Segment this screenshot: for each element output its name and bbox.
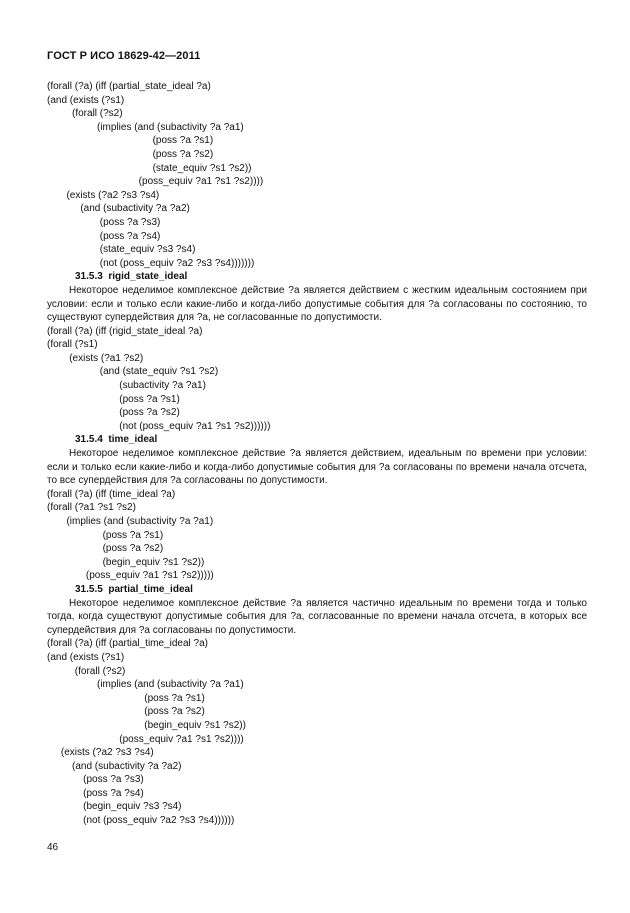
code-line: (implies (and (subactivity ?a ?a1): [47, 121, 244, 133]
code-line: (poss ?a ?s1): [47, 529, 164, 541]
section-paragraph: Некоторое неделимое комплексное действие ?a является действием с жестким идеальным состоянием при условии: если и только если какие-либо и когда-либо допустимые события для ?a согласованы по состоянию, то существуют супердействия для ?a, не согласованные по допустимости.: [47, 284, 587, 324]
code-line: (begin_equiv ?s3 ?s4): [47, 801, 182, 813]
code-line: (and (exists (?s1): [47, 651, 125, 663]
section-heading: 31.5.5 partial_time_ideal: [75, 583, 193, 595]
code-line: (exists (?a2 ?s3 ?s4): [47, 747, 154, 759]
code-line: (begin_equiv ?s1 ?s2)): [47, 719, 246, 731]
code-line: (forall (?a) (iff (partial_state_ideal ?a): [47, 81, 211, 92]
code-line: (and (state_equiv ?s1 ?s2): [47, 366, 219, 378]
code-line: (forall (?a1 ?s1 ?s2): [47, 502, 136, 514]
code-line: (exists (?a1 ?s2): [47, 352, 144, 364]
code-line: (forall (?s2): [47, 665, 126, 677]
formula-time-ideal: [47, 488, 587, 583]
code-line: (poss ?a ?s3): [47, 216, 161, 228]
page-content: [47, 80, 587, 828]
code-line: (forall (?a) (iff (rigid_state_ideal ?a): [47, 325, 203, 337]
section-paragraph: Некоторое неделимое комплексное действие ?a является действием, идеальным по времени при условии: если и только если какие-либо и когда-либо допустимые события для ?a согласованы по времени начала отсчета, то все супердействия для ?a согласованы по допустимости.: [47, 448, 587, 487]
code-line: (and (subactivity ?a ?a2): [47, 760, 182, 772]
code-line: (exists (?a2 ?s3 ?s4): [47, 189, 160, 201]
code-line: (poss ?a ?s2): [47, 148, 214, 160]
code-line: (state_equiv ?s1 ?s2)): [47, 162, 252, 174]
code-line: (and (exists (?s1): [47, 94, 125, 106]
code-line: (poss_equiv ?a1 ?s1 ?s2))))): [47, 570, 214, 582]
code-line: (poss ?a ?s4): [47, 787, 144, 799]
code-line: (poss ?a ?s4): [47, 230, 161, 242]
code-line: (poss ?a ?s1): [47, 135, 214, 147]
code-line: (poss ?a ?s1): [47, 393, 180, 405]
page-number: 46: [47, 842, 59, 853]
code-line: (not (poss_equiv ?a2 ?s3 ?s4)))))): [47, 815, 235, 827]
code-line: (subactivity ?a ?a1): [47, 380, 206, 392]
formula-partial-time-ideal: [47, 637, 587, 827]
code-line: (poss ?a ?s2): [47, 407, 180, 419]
formula-rigid-state-ideal: [47, 325, 587, 434]
code-line: (forall (?a) (iff (partial_time_ideal ?a): [47, 638, 208, 650]
code-line: (state_equiv ?s3 ?s4): [47, 244, 196, 256]
code-line: (poss ?a ?s2): [47, 543, 164, 555]
code-line: (poss_equiv ?a1 ?s1 ?s2)))): [47, 733, 244, 745]
section-heading: 31.5.4 time_ideal: [75, 434, 158, 446]
formula-partial-state-ideal: [47, 80, 587, 270]
code-line: (forall (?a) (iff (time_ideal ?a): [47, 488, 176, 500]
code-line: (not (poss_equiv ?a2 ?s3 ?s4))))))): [47, 257, 255, 269]
code-line: (poss ?a ?s2): [47, 706, 205, 718]
code-line: (poss ?a ?s1): [47, 692, 205, 704]
code-line: (forall (?s1): [47, 339, 98, 351]
code-line: (implies (and (subactivity ?a ?a1): [47, 679, 244, 691]
code-line: (forall (?s2): [47, 108, 123, 120]
code-line: (and (subactivity ?a ?a2): [47, 203, 190, 215]
section-heading: 31.5.3 rigid_state_ideal: [75, 271, 188, 283]
code-line: (begin_equiv ?s1 ?s2)): [47, 556, 205, 568]
section-paragraph: Некоторое неделимое комплексное действие ?a является частично идеальным по времени тогда и только тогда, когда существуют допустимые события для ?a, согласованные по времени начала отсчета, в которых все супердействия для ?a согласованы по допустимости.: [47, 597, 587, 636]
code-line: (not (poss_equiv ?a1 ?s1 ?s2)))))): [47, 420, 271, 432]
code-line: (implies (and (subactivity ?a ?a1): [47, 516, 214, 527]
document-header: ГОСТ Р ИСО 18629-42—2011: [47, 50, 201, 62]
code-line: (poss_equiv ?a1 ?s1 ?s2)))): [47, 176, 264, 188]
code-line: (poss ?a ?s3): [47, 774, 144, 786]
